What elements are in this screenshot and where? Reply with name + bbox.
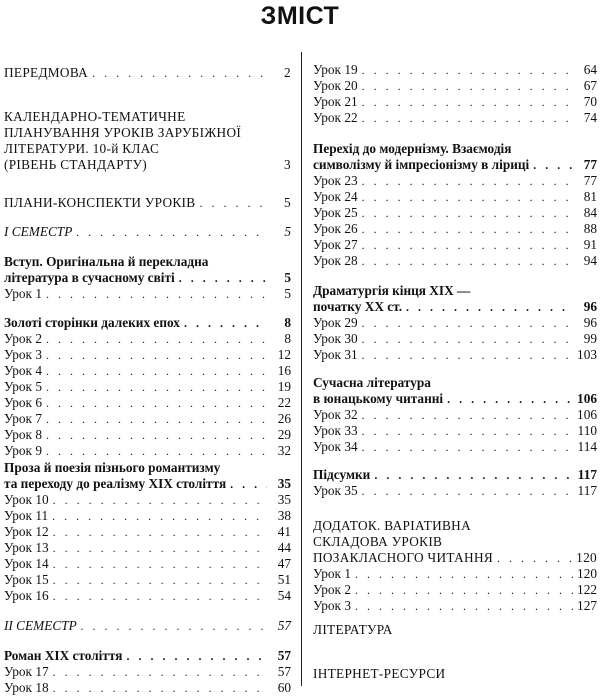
toc-entry-internet[interactable]: ІНТЕРНЕТ-РЕСУРСИ bbox=[313, 666, 446, 681]
toc-entry-lesson[interactable]: Урок 13 . . . 44 bbox=[4, 540, 291, 556]
dot-leader bbox=[46, 347, 267, 363]
dot-leader bbox=[53, 572, 267, 588]
dot-leader bbox=[46, 395, 267, 411]
dot-leader bbox=[46, 331, 267, 347]
toc-entry-lesson[interactable]: Урок 12 . . . 41 bbox=[4, 524, 291, 540]
toc-entry-lesson[interactable]: Урок 22 . . . 74 bbox=[313, 110, 597, 126]
toc-entry-lesson[interactable]: Урок 28 . . . 94 bbox=[313, 253, 597, 269]
toc-entry-lesson[interactable]: Урок 30 . . . 99 bbox=[313, 331, 597, 347]
toc-section-modern[interactable]: Сучасна література в юнацькому читанні . . . 106 bbox=[313, 375, 597, 407]
toc-entry-lesson[interactable]: Урок 27 . . . 91 bbox=[313, 237, 597, 253]
dot-leader bbox=[374, 467, 573, 483]
toc-entry-lesson[interactable]: Урок 1 . . . 5 bbox=[4, 286, 291, 302]
dot-leader bbox=[362, 407, 573, 423]
dot-leader bbox=[355, 582, 573, 598]
toc-entry-lesson[interactable]: Урок 25 . . . 84 bbox=[313, 205, 597, 221]
toc-entry-lesson[interactable]: Урок 3 . . . 12 bbox=[4, 347, 291, 363]
dot-leader bbox=[362, 347, 573, 363]
toc-entry-conspects[interactable]: ПЛАНИ-КОНСПЕКТИ УРОКІВ . . . 5 bbox=[4, 195, 291, 211]
dot-leader bbox=[362, 94, 573, 110]
dot-leader bbox=[406, 299, 573, 315]
toc-entry-lesson[interactable]: Урок 8 . . . 29 bbox=[4, 427, 291, 443]
dot-leader bbox=[46, 379, 267, 395]
toc-entry-lesson[interactable]: Урок 31 . . . 103 bbox=[313, 347, 597, 363]
toc-entry-lesson[interactable]: Урок 29 . . . 96 bbox=[313, 315, 597, 331]
dot-leader bbox=[362, 331, 573, 347]
dot-leader bbox=[46, 363, 267, 379]
toc-section-drama[interactable]: Драматургія кінця XIX — початку XX ст. . . . 96 bbox=[313, 283, 597, 315]
dot-leader bbox=[179, 270, 267, 286]
toc-entry-lesson[interactable]: Урок 1 . . . 120 bbox=[313, 566, 597, 582]
dot-leader bbox=[76, 224, 267, 240]
dot-leader bbox=[362, 78, 573, 94]
toc-section-appendix[interactable]: ДОДАТОК. ВАРІАТИВНА СКЛАДОВА УРОКІВ ПОЗАКЛАСНОГО ЧИТАННЯ . . . 120 bbox=[313, 518, 597, 566]
toc-entry-lesson[interactable]: Урок 19 . . . 64 bbox=[313, 62, 597, 78]
dot-leader bbox=[81, 618, 267, 634]
dot-leader bbox=[199, 195, 267, 211]
toc-entry-lesson[interactable]: Урок 9 . . . 32 bbox=[4, 443, 291, 459]
toc-entry-lesson[interactable]: Урок 11 . . . 38 bbox=[4, 508, 291, 524]
dot-leader bbox=[362, 253, 573, 269]
dot-leader bbox=[92, 65, 267, 81]
toc-entry-lesson[interactable]: Урок 17 . . . 57 bbox=[4, 664, 291, 680]
toc-entry-lesson[interactable]: Урок 24 . . . 81 bbox=[313, 189, 597, 205]
toc-entry-lesson[interactable]: Урок 23 . . . 77 bbox=[313, 173, 597, 189]
dot-leader bbox=[126, 648, 267, 664]
dot-leader bbox=[362, 110, 573, 126]
dot-leader bbox=[53, 664, 267, 680]
toc-section-modernism[interactable]: Перехід до модернізму. Взаємодія символізму й імпресіонізму в ліриці . . . 77 bbox=[313, 141, 597, 173]
toc-entry-semester-2[interactable]: II СЕМЕСТР . . . 57 bbox=[4, 618, 291, 634]
toc-entry-lesson[interactable]: Урок 15 . . . 51 bbox=[4, 572, 291, 588]
dot-leader bbox=[447, 391, 573, 407]
dot-leader bbox=[53, 540, 267, 556]
dot-leader bbox=[362, 62, 573, 78]
dot-leader bbox=[52, 508, 267, 524]
dot-leader bbox=[533, 157, 573, 173]
page-title: ЗМІСТ bbox=[260, 2, 340, 30]
dot-leader bbox=[53, 680, 267, 696]
toc-entry-lesson[interactable]: Урок 10 . . . 35 bbox=[4, 492, 291, 508]
dot-leader bbox=[362, 189, 573, 205]
dot-leader bbox=[230, 476, 267, 492]
toc-entry-semester-1[interactable]: I СЕМЕСТР . . . 5 bbox=[4, 224, 291, 240]
dot-leader bbox=[53, 524, 267, 540]
dot-leader bbox=[362, 423, 573, 439]
toc-entry-lesson[interactable]: Урок 2 . . . 122 bbox=[313, 582, 597, 598]
toc-entry-lesson[interactable]: Урок 6 . . . 22 bbox=[4, 395, 291, 411]
dot-leader bbox=[362, 221, 573, 237]
toc-entry-lesson[interactable]: Урок 20 . . . 67 bbox=[313, 78, 597, 94]
dot-leader bbox=[46, 411, 267, 427]
dot-leader bbox=[184, 315, 267, 331]
toc-entry-lesson[interactable]: Урок 32 . . . 106 bbox=[313, 407, 597, 423]
toc-section-novel[interactable]: Роман XIX століття . . . 57 bbox=[4, 648, 291, 664]
toc-entry-lesson[interactable]: Урок 3 . . . 127 bbox=[313, 598, 597, 614]
dot-leader bbox=[53, 492, 267, 508]
dot-leader bbox=[46, 286, 267, 302]
dot-leader bbox=[46, 427, 267, 443]
toc-entry-literature[interactable]: ЛІТЕРАТУРА bbox=[313, 622, 393, 637]
dot-leader bbox=[362, 173, 573, 189]
toc-section-intro[interactable]: Вступ. Оригінальна й перекладна література в сучасному світі . . . 5 bbox=[4, 254, 291, 286]
dot-leader bbox=[362, 439, 573, 455]
toc-entry-lesson[interactable]: Урок 7 . . . 26 bbox=[4, 411, 291, 427]
toc-entry-lesson[interactable]: Урок 18 . . . 60 bbox=[4, 680, 291, 696]
dot-leader bbox=[46, 443, 267, 459]
dot-leader bbox=[53, 588, 267, 604]
toc-entry-lesson[interactable]: Урок 2 . . . 8 bbox=[4, 331, 291, 347]
dot-leader bbox=[362, 315, 573, 331]
dot-leader bbox=[53, 556, 267, 572]
toc-section-prose[interactable]: Проза й поезія пізнього романтизму та переходу до реалізму XIX століття . . . 35 bbox=[4, 460, 291, 492]
toc-entry-lesson[interactable]: Урок 26 . . . 88 bbox=[313, 221, 597, 237]
toc-entry-lesson[interactable]: Урок 35 . . . 117 bbox=[313, 483, 597, 499]
toc-section-golden[interactable]: Золоті сторінки далеких епох . . . 8 bbox=[4, 315, 291, 331]
dot-leader bbox=[362, 237, 573, 253]
column-divider bbox=[301, 52, 302, 686]
dot-leader bbox=[362, 483, 573, 499]
toc-entry-lesson[interactable]: Урок 21 . . . 70 bbox=[313, 94, 597, 110]
toc-entry-lesson[interactable]: Урок 4 . . . 16 bbox=[4, 363, 291, 379]
toc-entry-preface[interactable]: ПЕРЕДМОВА . . . 2 bbox=[4, 65, 291, 81]
toc-entry-lesson[interactable]: Урок 34 . . . 114 bbox=[313, 439, 597, 455]
toc-section-summary[interactable]: Підсумки . . . 117 bbox=[313, 467, 597, 483]
dot-leader bbox=[355, 566, 573, 582]
toc-entry-lesson[interactable]: Урок 33 . . . 110 bbox=[313, 423, 597, 439]
toc-entry-plan[interactable]: КАЛЕНДАРНО-ТЕМАТИЧНЕ ПЛАНУВАННЯ УРОКІВ ЗАРУБІЖНОЇ ЛІТЕРАТУРИ. 10-й КЛАС (РІВЕНЬ СТАНДАРТУ) 3 bbox=[4, 109, 291, 172]
toc-entry-lesson[interactable]: Урок 5 . . . 19 bbox=[4, 379, 291, 395]
dot-leader bbox=[362, 205, 573, 221]
toc-entry-lesson[interactable]: Урок 14 . . . 47 bbox=[4, 556, 291, 572]
dot-leader bbox=[355, 598, 573, 614]
toc-entry-lesson[interactable]: Урок 16 . . . 54 bbox=[4, 588, 291, 604]
dot-leader bbox=[497, 550, 572, 566]
